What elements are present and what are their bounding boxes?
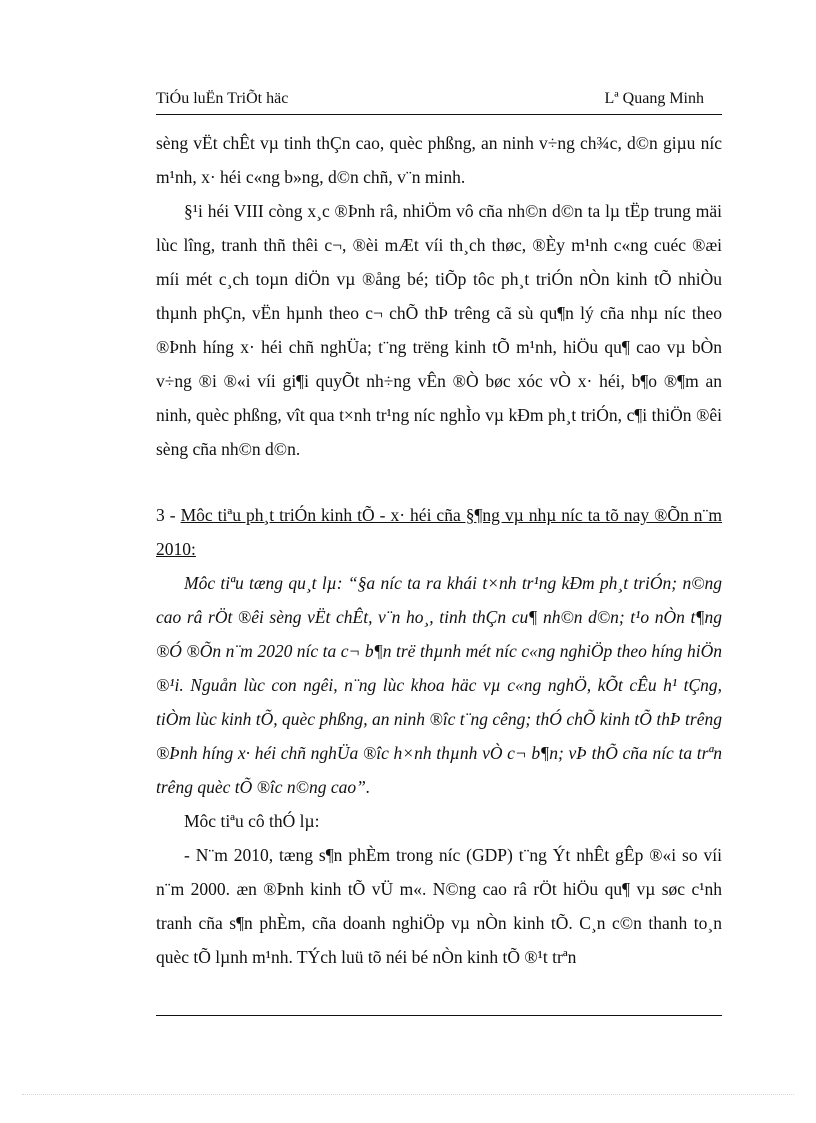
header-author: Lª Quang Minh	[604, 90, 704, 107]
section-heading	[156, 498, 722, 566]
specific-objective-paragraph: - N¨m 2010, tæng s¶n phÈm trong níc (GDP) t¨ng Ýt nhÊt gÊp ®«i so víi n¨m 2000. æn ®Þnh kinh tÕ vÜ m«. N©ng cao râ rÖt hiÖu qu¶ vµ søc c¹nh tranh cña s¶n phÈm, cña doanh nghiÖp vµ nÒn kinh tÕ. C¸n c©n thanh to¸n quèc tÕ lµnh m¹nh. TÝch luü tõ néi bé nÒn kinh tÕ ®¹t trªn	[156, 845, 722, 967]
specific-objective-heading: Môc tiªu cô thÓ lµ:	[184, 811, 320, 831]
paragraph-continuation: sèng vËt chÊt vµ tinh thÇn cao, quèc phßng, an ninh v÷ng ch¾c, d©n giµu níc m¹nh, x· héi c«ng b»ng, d©n chñ, v¨n minh.	[156, 133, 722, 187]
general-objective-paragraph: Môc tiªu tæng qu¸t lµ: “§a níc ta ra khái t×nh tr¹ng kÐm ph¸t triÓn; n©ng cao râ rÖt ®êi sèng vËt chÊt, v¨n ho¸, tinh thÇn cu¶ nh©n d©n; t¹o nÒn t¶ng ®Ó ®Õn n¨m 2020 níc ta c¬ b¶n trë thµnh mét níc c«ng nghiÖp theo híng hiÖn ®¹i. Nguån lùc con ngêi, n¨ng lùc khoa häc vµ c«ng nghÖ, kÕt cÊu h¹ tÇng, tiÒm lùc kinh tÕ, quèc phßng, an ninh ®îc t¨ng cêng; thÓ chÕ kinh tÕ thÞ trêng ®Þnh híng x· héi chñ nghÜa ®îc h×nh thµnh vÒ c¬ b¶n; vÞ thÕ cña níc ta trªn trêng quèc tÕ ®îc n©ng cao”.	[156, 573, 722, 797]
section-number: 3 -	[156, 505, 181, 525]
footnote-separator-line	[156, 1015, 722, 1016]
header-left-title: TiÓu luËn TriÕt häc	[156, 90, 289, 107]
paragraph-dai-hoi: §¹i héi VIII còng x¸c ®Þnh râ, nhiÖm vô cña nh©n d©n ta lµ tËp trung mäi lùc lîng, tranh thñ thêi c¬, ®èi mÆt víi th¸ch thøc, ®Èy m¹nh c«ng cuéc ®æi míi mét c¸ch toµn diÖn vµ ®ång bé; tiÕp tôc ph¸t triÓn nÒn kinh tÕ nhiÒu thµnh phÇn, vËn hµnh theo c¬ chÕ thÞ trêng cã sù qu¶n lý cña nhµ níc theo ®Þnh híng x· héi chñ nghÜa; t¨ng trëng kinh tÕ m¹nh, hiÖu qu¶ cao vµ bÒn v÷ng ®i ®«i víi gi¶i quyÕt nh÷ng vÊn ®Ò bøc xóc vÒ x· héi, b¶o ®¶m an ninh, quèc phßng, vît qua t×nh tr¹ng níc nghÌo vµ kÐm ph¸t triÓn, c¶i thiÖn ®êi sèng cña nh©n d©n.	[156, 201, 722, 459]
page-bottom-dotted-border	[22, 1094, 794, 1095]
section-title: Môc tiªu ph¸t triÓn kinh tÕ - x· héi cña §¶ng vµ nhµ níc ta tõ nay ®Õn n¨m 2010:	[156, 505, 722, 559]
document-body	[156, 126, 722, 974]
page-header	[156, 88, 722, 115]
